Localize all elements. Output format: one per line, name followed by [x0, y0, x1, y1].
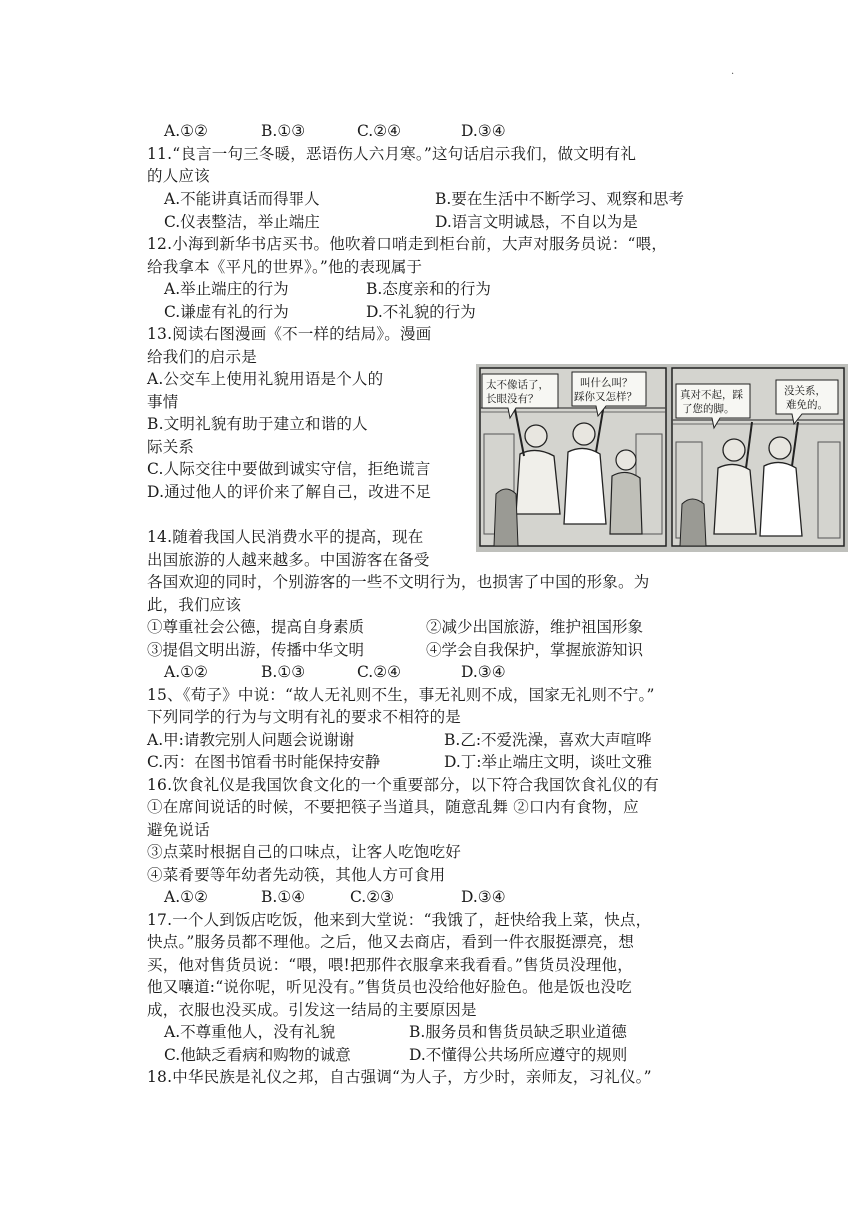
cartoon-different-endings: [476, 364, 848, 552]
q14-item-3: ③提倡文明出游，传播中华文明: [147, 641, 365, 659]
bubble-1-line-2: 长眼没有？: [486, 393, 539, 405]
q14-item-2: ②减少出国旅游，维护祖国形象: [426, 618, 644, 636]
q16-item-1-line-1: ①在席间说话的时候，不要把筷子当道具，随意乱舞 ②口内有食物，应: [147, 798, 639, 816]
q15-option-d: D.丁:举止端庄文明，谈吐文雅: [444, 753, 653, 771]
q14-item-1: ①尊重社会公德，提高自身素质: [147, 618, 365, 636]
q11-option-c: C.仪表整洁，举止端庄: [164, 213, 320, 231]
q16-option-d: D.③④: [461, 888, 506, 906]
q11-option-a: A.不能讲真话而得罪人: [164, 190, 320, 208]
corner-mark: .: [731, 66, 735, 77]
q17-option-a: A.不尊重他人，没有礼貌: [164, 1023, 336, 1041]
q16-option-a: A.①②: [164, 888, 208, 906]
q14-option-c: C.②④: [357, 663, 402, 681]
q12-stem-line-1: 12.小海到新华书店买书。他吹着口哨走到柜台前，大声对服务员说：“喂，: [147, 235, 668, 253]
q14-option-a: A.①②: [164, 663, 208, 681]
q13-stem-line-2: 给我们的启示是: [147, 348, 257, 366]
q10-option-b: B.①③: [261, 122, 306, 140]
q14-stem-line-4: 此，我们应该: [147, 596, 242, 614]
q13-option-c: C.人际交往中要做到诚实守信，拒绝谎言: [147, 460, 431, 478]
q13-stem-line-1: 13.阅读右图漫画《不一样的结局》。漫画: [147, 325, 432, 343]
q13-option-b-line-1: B.文明礼貌有助于建立和谐的人: [147, 415, 368, 433]
q12-option-a: A.举止端庄的行为: [164, 280, 289, 298]
q17-stem-line-3: 买，他对售货员说：“喂，喂!把那件衣服拿来我看看。”售货员没理他，: [147, 956, 633, 974]
q16-item-3: ③点菜时根据自己的口味点，让客人吃饱吃好: [147, 843, 462, 861]
q14-stem-line-3: 各国欢迎的同时，个别游客的一些不文明行为，也损害了中国的形象。为: [147, 573, 650, 591]
q16-item-1-line-2: 避免说话: [147, 821, 210, 839]
q16-option-b: B.①④: [261, 888, 306, 906]
q15-stem-line-1: 15、《荀子》中说：“故人无礼则不生，事无礼则不成，国家无礼则不宁。”: [147, 686, 655, 704]
q14-stem-line-1: 14.随着我国人民消费水平的提高，现在: [147, 528, 424, 546]
q15-stem-line-2: 下列同学的行为与文明有礼的要求不相符的是: [147, 708, 462, 726]
q14-option-b: B.①③: [261, 663, 306, 681]
q17-option-b: B.服务员和售货员缺乏职业道德: [409, 1023, 627, 1041]
q17-stem-line-2: 快点。”服务员都不理他。之后，他又去商店，看到一件衣服挺漂亮，想: [147, 933, 635, 951]
q16-stem-line-1: 16.饮食礼仪是我国饮食文化的一个重要部分，以下符合我国饮食礼仪的有: [147, 776, 659, 794]
q14-item-4: ④学会自我保护，掌握旅游知识: [426, 641, 644, 659]
q11-stem-line-1: 11.“良言一句三冬暖，恶语伤人六月寒。”这句话启示我们，做文明有礼: [147, 145, 637, 163]
q15-option-a: A.甲:请教完别人问题会说谢谢: [147, 731, 355, 749]
q17-stem-line-1: 17.一个人到饭店吃饭，他来到大堂说：“我饿了，赶快给我上菜，快点，: [147, 911, 652, 929]
q17-stem-line-5: 成，衣服也没买成。引发这一结局的主要原因是: [147, 1001, 477, 1019]
q16-item-4: ④菜肴要等年幼者先动筷，其他人方可食用: [147, 866, 446, 884]
q15-option-c: C.丙：在图书馆看书时能保持安静: [147, 753, 381, 771]
q10-option-c: C.②④: [357, 122, 402, 140]
q14-stem-line-2: 出国旅游的人越来越多。中国游客在备受: [147, 551, 430, 569]
q15-option-b: B.乙:不爱洗澡，喜欢大声喧哗: [444, 731, 652, 749]
q17-option-c: C.他缺乏看病和购物的诚意: [164, 1046, 351, 1064]
q10-option-d: D.③④: [461, 122, 506, 140]
bubble-3-line-2: 了您的脚。: [682, 403, 735, 415]
bubble-1-line-1: 太不像话了，: [486, 379, 549, 391]
bubble-2-line-2: 踩你又怎样？: [574, 391, 637, 403]
q14-option-d: D.③④: [461, 663, 506, 681]
q13-option-a-line-2: 事情: [147, 393, 179, 411]
bubble-3-line-1: 真对不起，踩: [680, 389, 743, 401]
q12-option-d: D.不礼貌的行为: [366, 303, 476, 321]
bubble-4-line-2: 难免的。: [786, 399, 828, 411]
q11-option-d: D.语言文明诚恳，不自以为是: [435, 213, 638, 231]
bubble-4-line-1: 没关系，: [784, 385, 826, 397]
q12-option-c: C.谦虚有礼的行为: [164, 303, 289, 321]
q11-option-b: B.要在生活中不断学习、观察和思考: [435, 190, 684, 208]
q12-option-b: B.态度亲和的行为: [366, 280, 491, 298]
q16-option-c: C.②③: [350, 888, 395, 906]
q13-option-d: D.通过他人的评价来了解自己，改进不足: [147, 483, 432, 501]
q11-stem-line-2: 的人应该: [147, 167, 210, 185]
q12-stem-line-2: 给我拿本《平凡的世界》。”他的表现属于: [147, 258, 423, 276]
q18-stem-line-1: 18.中华民族是礼仪之邦，自古强调“为人子，方少时，亲师友，习礼仪。”: [147, 1068, 652, 1086]
q13-option-a-line-1: A.公交车上使用礼貌用语是个人的: [147, 370, 384, 388]
bubble-2-line-1: 叫什么叫？: [580, 377, 633, 389]
q13-option-b-line-2: 际关系: [147, 438, 195, 456]
cartoon-drawing: [476, 364, 848, 552]
q17-stem-line-4: 他又嚷道:“说你呢，听见没有。”售货员也没给他好脸色。他是饭也没吃: [147, 978, 632, 996]
q17-option-d: D.不懂得公共场所应遵守的规则: [409, 1046, 628, 1064]
q10-option-a: A.①②: [164, 122, 208, 140]
